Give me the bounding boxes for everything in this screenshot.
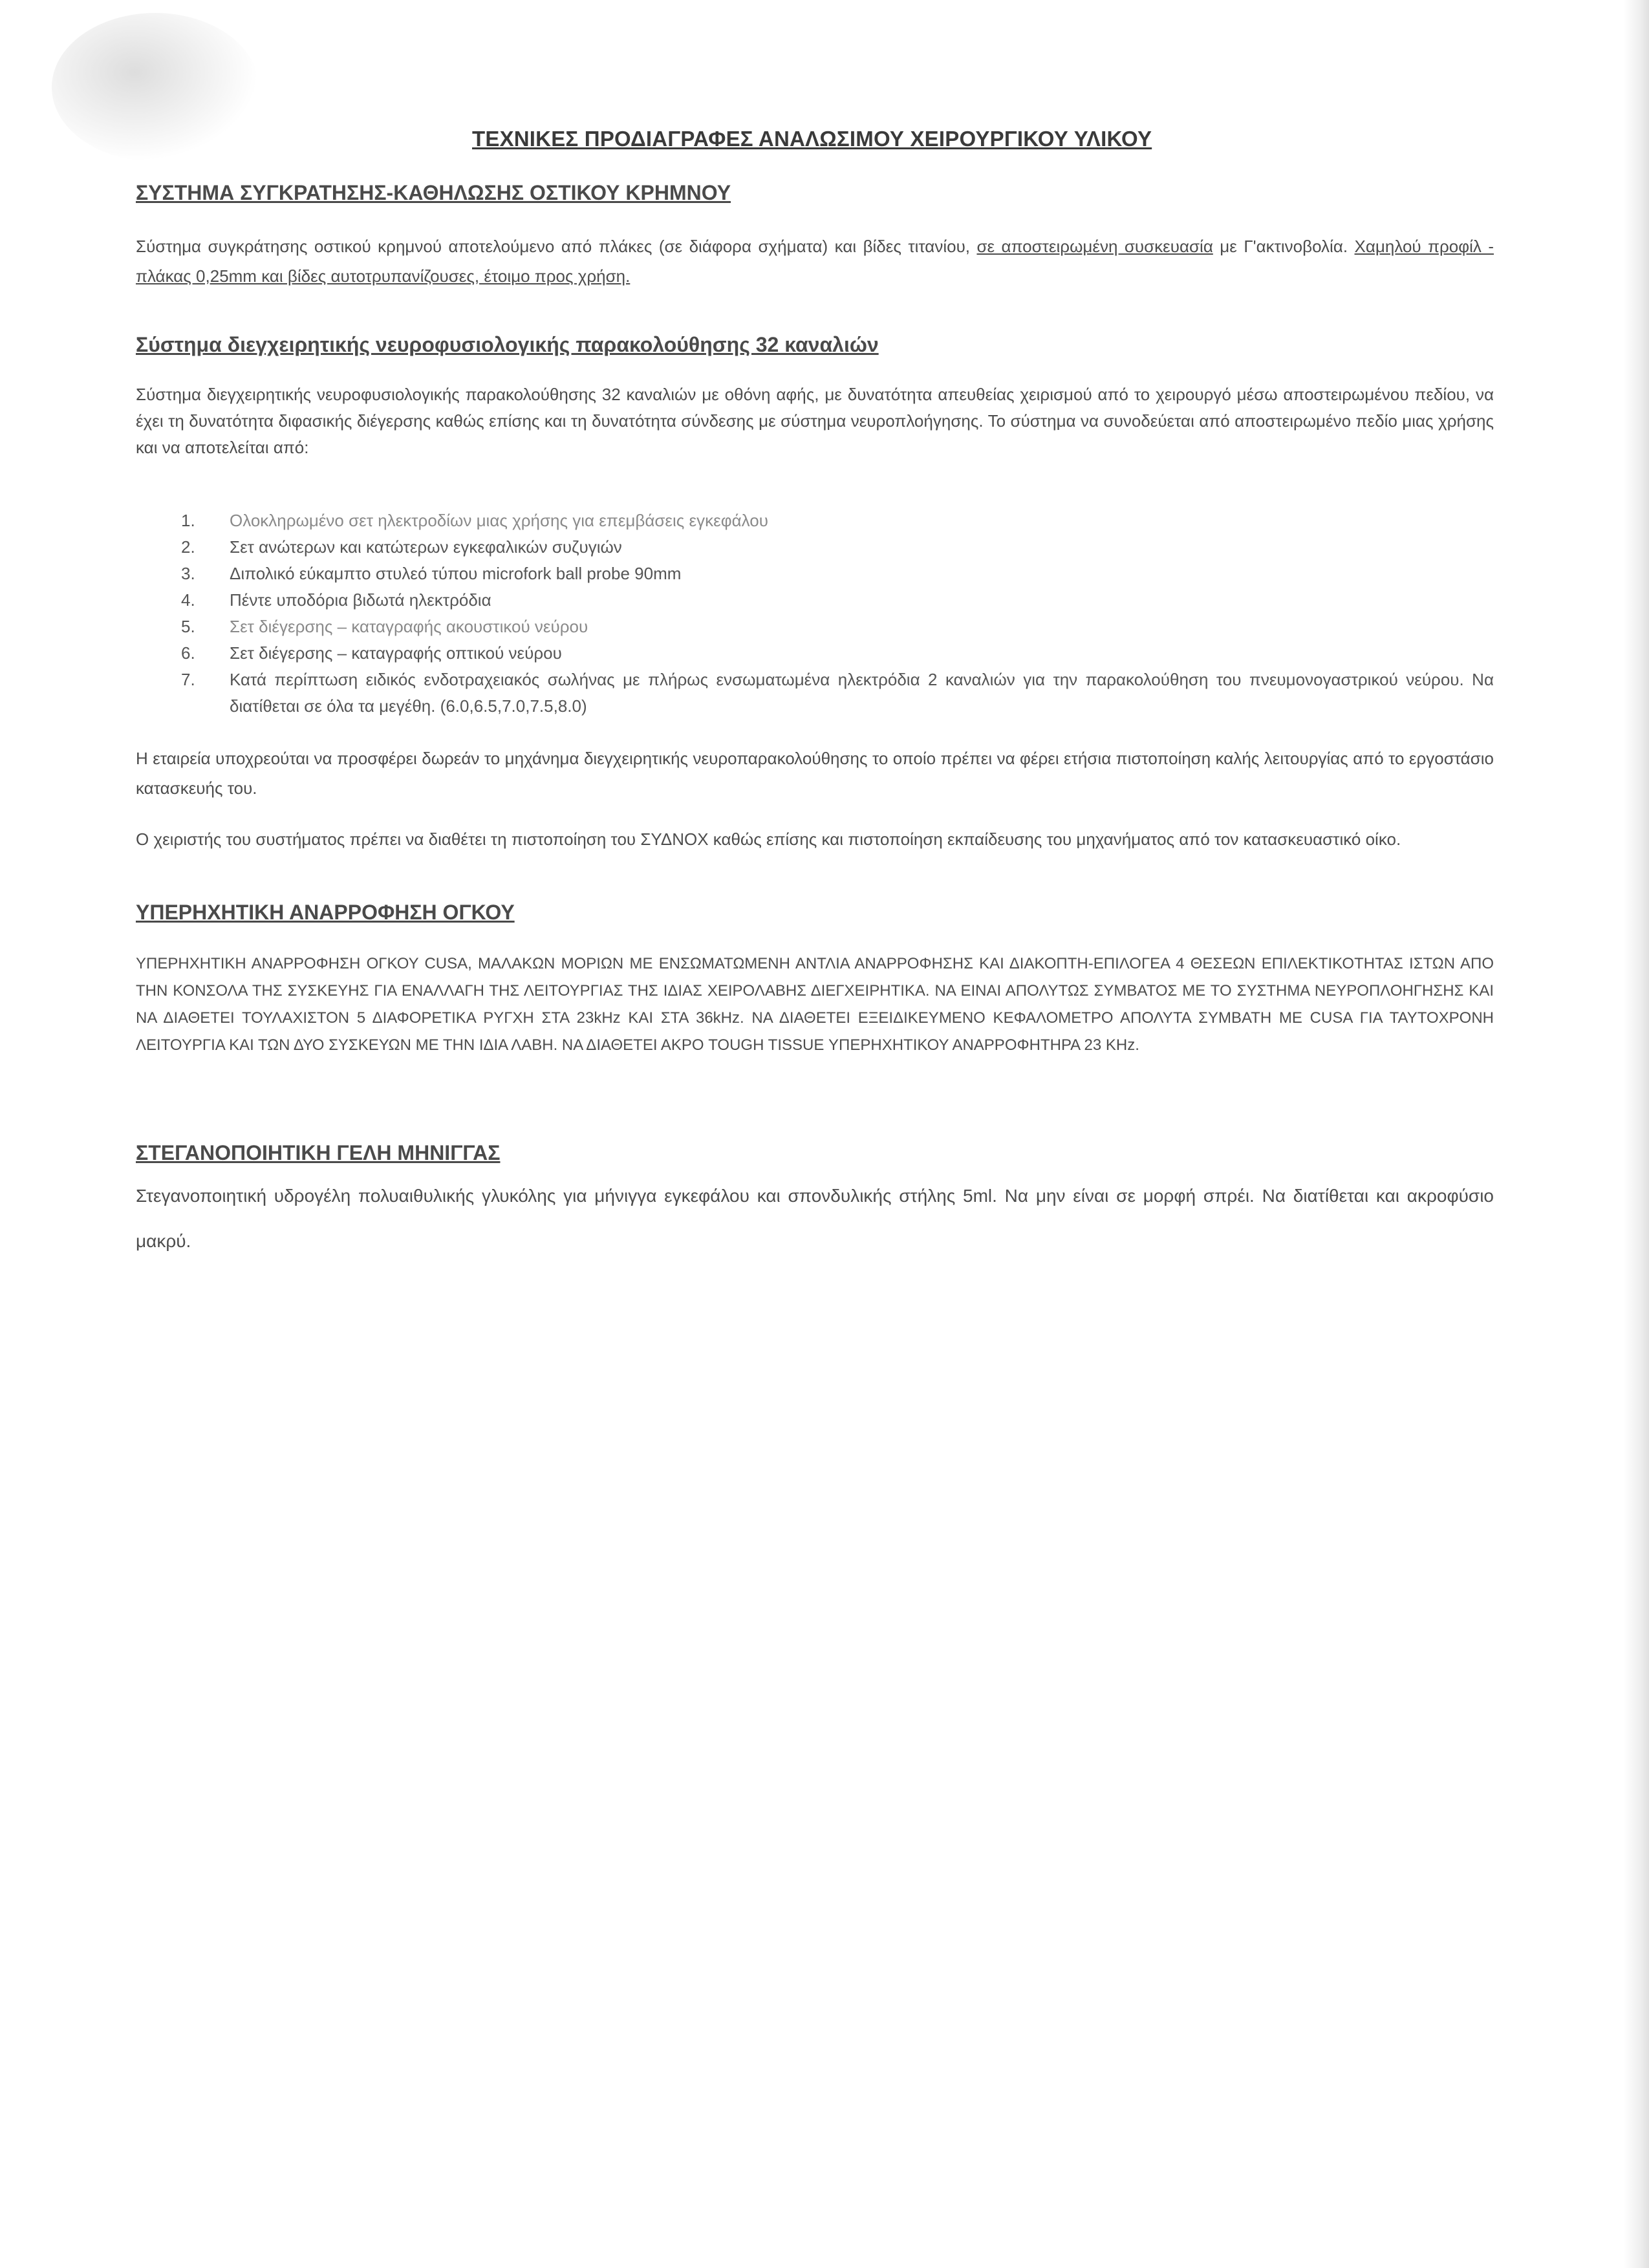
section-heading-bone-flap: ΣΥΣΤΗΜΑ ΣΥΓΚΡΑΤΗΣΗΣ-ΚΑΘΗΛΩΣΗΣ ΟΣΤΙΚΟΥ ΚΡΗΜΝΟΥ [136,181,731,204]
list-item: 3. Διπολικό εύκαμπτο στυλεό τύπου microfork ball probe 90mm [181,564,682,583]
scan-smudge [52,13,259,162]
list-item: 1. Ολοκληρωμένο σετ ηλεκτροδίων μιας χρήσης για επεμβάσεις εγκεφάλου [181,511,768,530]
list-item: 5. Σετ διέγερσης – καταγραφής ακουστικού νεύρου [181,617,588,636]
list-item: 7. Κατά περίπτωση ειδικός ενδοτραχειακός σωλήνας με πλήρως ενσωματωμένα ηλεκτρόδια 2 καναλιών για την παρακολούθηση του πνευμονογαστρικού νεύρου. Να διατίθεται σε όλα τα μεγέθη. (6.0,6.5,7.0,7.5,8.0) [181,670,1494,716]
list-item: 4. Πέντε υποδόρια βιδωτά ηλεκτρόδια [181,590,491,610]
section-paragraph-dural-sealant: Στεγανοποιητική υδρογέλη πολυαιθυλικής γλυκόλης για μήνιγγα εγκεφάλου και σπονδυλικής στήλης 5ml. Να μην είναι σε μορφή σπρέι. Να διατίθεται και ακροφύσιο μακρύ. [136,1186,1494,1251]
underlined-text: Χαμηλού προφίλ - πλάκας 0,25mm και βίδες αυτοτρυπανίζουσες, έτοιμο προς χρήση. [136,237,1494,286]
document-title: ΤΕΧΝΙΚΕΣ ΠΡΟΔΙΑΓΡΑΦΕΣ ΑΝΑΛΩΣΙΜΟΥ ΧΕΙΡΟΥΡΓΙΚΟΥ ΥΛΙΚΟΥ [472,127,1152,151]
paragraph-free-loan-note: Η εταιρεία υποχρεούται να προσφέρει δωρεάν το μηχάνημα διεγχειρητικής νευροπαρακολούθησης το οποίο πρέπει να φέρει ετήσια πιστοποίηση καλής λειτουργίας από το εργοστάσιο κατασκευής του. [136,749,1494,798]
section-paragraph-ultrasonic-aspiration: ΥΠΕΡΗΧΗΤΙΚΗ ΑΝΑΡΡΟΦΗΣΗ ΟΓΚΟΥ CUSA, ΜΑΛΑΚΩΝ ΜΟΡΙΩΝ ΜΕ ΕΝΣΩΜΑΤΩΜΕΝΗ ΑΝΤΛΙΑ ΑΝΑΡΡΟΦΗΣΗΣ ΚΑΙ ΔΙΑΚΟΠΤΗ-ΕΠΙΛΟΓΕΑ 4 ΘΕΣΕΩΝ ΕΠΙΛΕΚΤΙΚΟΤΗΤΑΣ ΙΣΤΩΝ ΑΠΟ ΤΗΝ ΚΟΝΣΟΛΑ ΤΗΣ ΣΥΣΚΕΥΗΣ ΓΙΑ ΕΝΑΛΛΑΓΗ ΤΗΣ ΛΕΙΤΟΥΡΓΙΑΣ ΤΗΣ ΙΔΙΑΣ ΧΕΙΡΟΛΑΒΗΣ ΔΙΕΓΧΕΙΡΗΤΙΚΑ. ΝΑ ΕΙΝΑΙ ΑΠΟΛΥΤΩΣ ΣΥΜΒΑΤΟΣ ΜΕ ΤΟ ΣΥΣΤΗΜΑ ΝΕΥΡΟΠΛΟΗΓΗΣΗΣ ΚΑΙ ΝΑ ΔΙΑΘΕΤΕΙ ΤΟΥΛΑΧΙΣΤΟΝ 5 ΔΙΑΦΟΡΕΤΙΚΑ ΡΥΓΧΗ ΣΤΑ 23kHz ΚΑΙ ΣΤΑ 36kHz. ΝΑ ΔΙΑΘΕΤΕΙ ΕΞΕΙΔΙΚΕΥΜΕΝΟ ΚΕΦΑΛΟΜΕΤΡΟ ΑΠΟΛΥΤΑ ΣΥΜΒΑΤΗ ΜΕ CUSA ΓΙΑ ΤΑΥΤΟΧΡΟΝΗ ΛΕΙΤΟΥΡΓΙΑ ΚΑΙ ΤΩΝ ΔΥΟ ΣΥΣΚΕΥΩΝ ΜΕ ΤΗΝ ΙΔΙΑ ΛΑΒΗ. ΝΑ ΔΙΑΘΕΤΕΙ ΑΚΡΟ TOUGH TISSUE ΥΠΕΡΗΧΗΤΙΚΟΥ ΑΝΑΡΡΟΦΗΤΗΡΑ 23 KHz. [136,955,1494,1054]
paragraph-operator-note: Ο χειριστής του συστήματος πρέπει να διαθέτει τη πιστοποίηση του ΣΥΔΝΟΧ καθώς επίσης και πιστοποίηση εκπαίδευσης του μηχανήματος από τον κατασκευαστικό οίκο. [136,829,1401,849]
paragraph-text: Σύστημα συγκράτησης οστικού κρημνού αποτελούμενο από πλάκες (σε διάφορα σχήματα) και βίδες τιτανίου, [136,237,977,256]
section-heading-ultrasonic-aspiration: ΥΠΕΡΗΧΗΤΙΚΗ ΑΝΑΡΡΟΦΗΣΗ ΟΓΚΟΥ [136,901,515,924]
scan-edge-shadow [1623,0,1649,2268]
section-heading-dural-sealant: ΣΤΕΓΑΝΟΠΟΙΗΤΙΚΗ ΓΕΛΗ ΜΗΝΙΓΓΑΣ [136,1141,501,1164]
paragraph-text: με Γ'ακτινοβολία. [1212,237,1355,256]
list-item: 6. Σετ διέγερσης – καταγραφής οπτικού νεύρου [181,643,562,663]
section-paragraph-bone-flap [136,231,1494,291]
list-item: 2. Σετ ανώτερων και κατώτερων εγκεφαλικών συζυγιών [181,537,622,557]
section-heading-neuromonitoring: Σύστημα διεγχειρητικής νευροφυσιολογικής παρακολούθησης 32 καναλιών [136,333,879,356]
section-paragraph-neuromonitoring: Σύστημα διεγχειρητικής νευροφυσιολογικής παρακολούθησης 32 καναλιών με οθόνη αφής, με δυνατότητα απευθείας χειρισμού από το χειρουργό μέσω αποστειρωμένου πεδίου, να έχει τη δυνατότητα διφασικής διέγερσης καθώς επίσης και τη δυνατότητα σύνδεσης με σύστημα νευροπλοήγησης. Το σύστημα να συνοδεύεται από αποστειρωμένο πεδίο μιας χρήσης και να αποτελείται από: [136,385,1494,457]
underlined-text: σε αποστειρωμένη συσκευασία [976,237,1213,256]
component-list [181,508,1494,720]
